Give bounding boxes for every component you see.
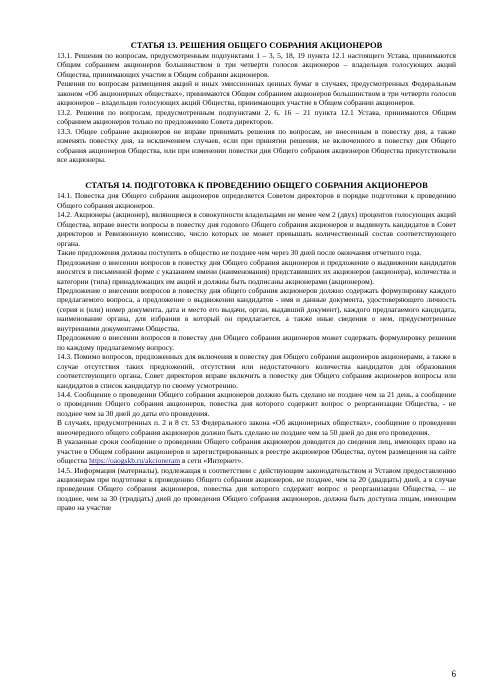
paragraph-14-1: 14.1. Повестка дня Общего собрания акционеров определяется Советом директоров в порядке подготовки к проведению Общего собрания акционеров. — [57, 191, 456, 210]
shareholders-link[interactable]: https://oaogskb.ru/akcioneram — [89, 456, 181, 466]
paragraph-14-2-content: Предложение о внесении вопросов в повестку дня общего собрания акционеров должно содержать формулировку каждого предлагаемого вопроса, а предложение о выдвижении кандидатов - имя и данные документа, удостоверяющего личность (серия и (или) номер документа, дата и место его выдачи, орган, выдавший документ), каждого предлагаемого кандидата, наименование органа, для избрания в который он предлагается, а также иные сведения о нем, предусмотренные внутренними документами Общества. — [57, 285, 456, 333]
page-number: 6 — [451, 669, 456, 679]
website-text-before: В указанные сроки сообщение о проведении Общего собрания акционеров доводится до сведения лиц, имеющих право на участие в Общем собрании акционеров и зарегистрированных в реестре акционеров Общества, путем размещения на сайте общества — [57, 437, 456, 466]
paragraph-14-2: 14.2. Акционеры (акционер), являющиеся в совокупности владельцами не менее чем 2 (двух) процентов голосующих акций Общества, вправе внести вопросы в повестку дня годового Общего собрания акционеров и выдвинуть кандидатов в Совет директоров и Ревизионную комиссию, число которых не может превышать количественный состав соответствующего органа. — [57, 210, 456, 248]
paragraph-14-2-form: Предложение о внесении вопросов в повестку дня Общего собрания акционеров и предложение о выдвижении кандидатов вносятся в письменной форме с указанием имени (наименования) представивших их акционеров (акционера), количества и категории (типа) принадлежащих им акций и должны быть подписаны акционерами (акционером). — [57, 257, 456, 286]
paragraph-14-4-extraordinary: В случаях, предусмотренных п. 2 и 8 ст. 53 Федерального закона «Об акционерных обществах», сообщение о проведении внеочередного общего собрания акционеров должно быть сделано не позднее чем за 50 дней до дня его проведения. — [57, 418, 456, 437]
paragraph-14-4-website — [57, 437, 456, 465]
paragraph-13-2: 13.2. Решения по вопросам, предусмотренным подпунктами 2, 6, 16 – 21 пункта 12.1 Устава, принимаются Общим собранием акционеров только по предложению Совета директоров. — [57, 107, 456, 127]
paragraph-14-5: 14.5. Информация (материалы), подлежащая в соответствии с действующим законодательством и Уставом предоставлению акционерам при подготовке к проведению Общего собрания акционеров, не позднее, чем за 20 (двадцать) дней, а в случае проведения Общего собрания акционеров, повестка дня которого содержит вопрос о реорганизации Общества, – не позднее, чем за 30 (тридцать) дней до проведения Общего собрания акционеров, должна быть доступна лицам, имеющим право на участие — [57, 465, 456, 513]
paragraph-14-4: 14.4. Сообщение о проведении Общего собрания акционеров должно быть сделано не позднее чем за 21 день, а сообщение о проведении Общего собрания акционеров, повестка дня которого содержит вопрос о реорганизации Общества, - не позднее чем за 30 дней до даты его проведения. — [57, 389, 456, 418]
paragraph-14-3: 14.3. Помимо вопросов, предложенных для включения в повестку дня Общего собрания акционеров акционерами, а также в случае отсутствия таких предложений, отсутствия или недостаточного количества кандидатов для образования соответствующего органа, Совет директоров вправе включить в повестку дня Общего собрания акционеров вопросы или кандидатов в список кандидатур по своему усмотрению. — [57, 352, 456, 390]
article-14-title: СТАТЬЯ 14. ПОДГОТОВКА К ПРОВЕДЕНИЮ ОБЩЕГО СОБРАНИЯ АКЦИОНЕРОВ — [85, 180, 428, 191]
paragraph-14-2-wording: Предложение о внесении вопросов в повестку дня Общего собрания акционеров может содержать формулировку решения по каждому предлагаемому вопросу. — [57, 333, 456, 352]
paragraph-13-3: 13.3. Общее собрание акционеров не вправе принимать решения по вопросам, не внесенным в повестку дня, а также изменять повестку дня, за исключением случаев, если при принятии решения, не включенного в повестку дня Общего собрания акционеров Общества, или при изменении повестки дня Общего собрания акционеров Общества присутствовали все акционеры. — [57, 126, 456, 164]
paragraph-13-1-issuance: Решения по вопросам размещения акций и иных эмиссионных ценных бумаг в случаях, предусмотренных Федеральным законом «Об акционерных обществах», принимаются Общим собранием акционеров большинством в три четверти голосов акционеров – владельцев голосующих акций Общества, принимающих участие в Общем собрании акционеров. — [57, 79, 456, 108]
website-text-after: в сети «Интернет». — [180, 456, 244, 466]
article-13-title: СТАТЬЯ 13. РЕШЕНИЯ ОБЩЕГО СОБРАНИЯ АКЦИОНЕРОВ — [130, 40, 383, 50]
paragraph-14-2-deadline: Такие предложения должны поступить в общество не позднее чем через 30 дней после окончания отчетного года. — [57, 248, 422, 258]
page-content — [57, 40, 456, 513]
paragraph-13-1: 13.1. Решения по вопросам, предусмотренным подпунктами 1 – 3, 5, 18, 19 пункта 12.1 настоящего Устава, принимаются Общим собранием акционеров большинством в три четверти голосов акционеров – владельцев голосующих акций Общества, принимающих участие в Общем собрании акционеров. — [57, 51, 456, 79]
